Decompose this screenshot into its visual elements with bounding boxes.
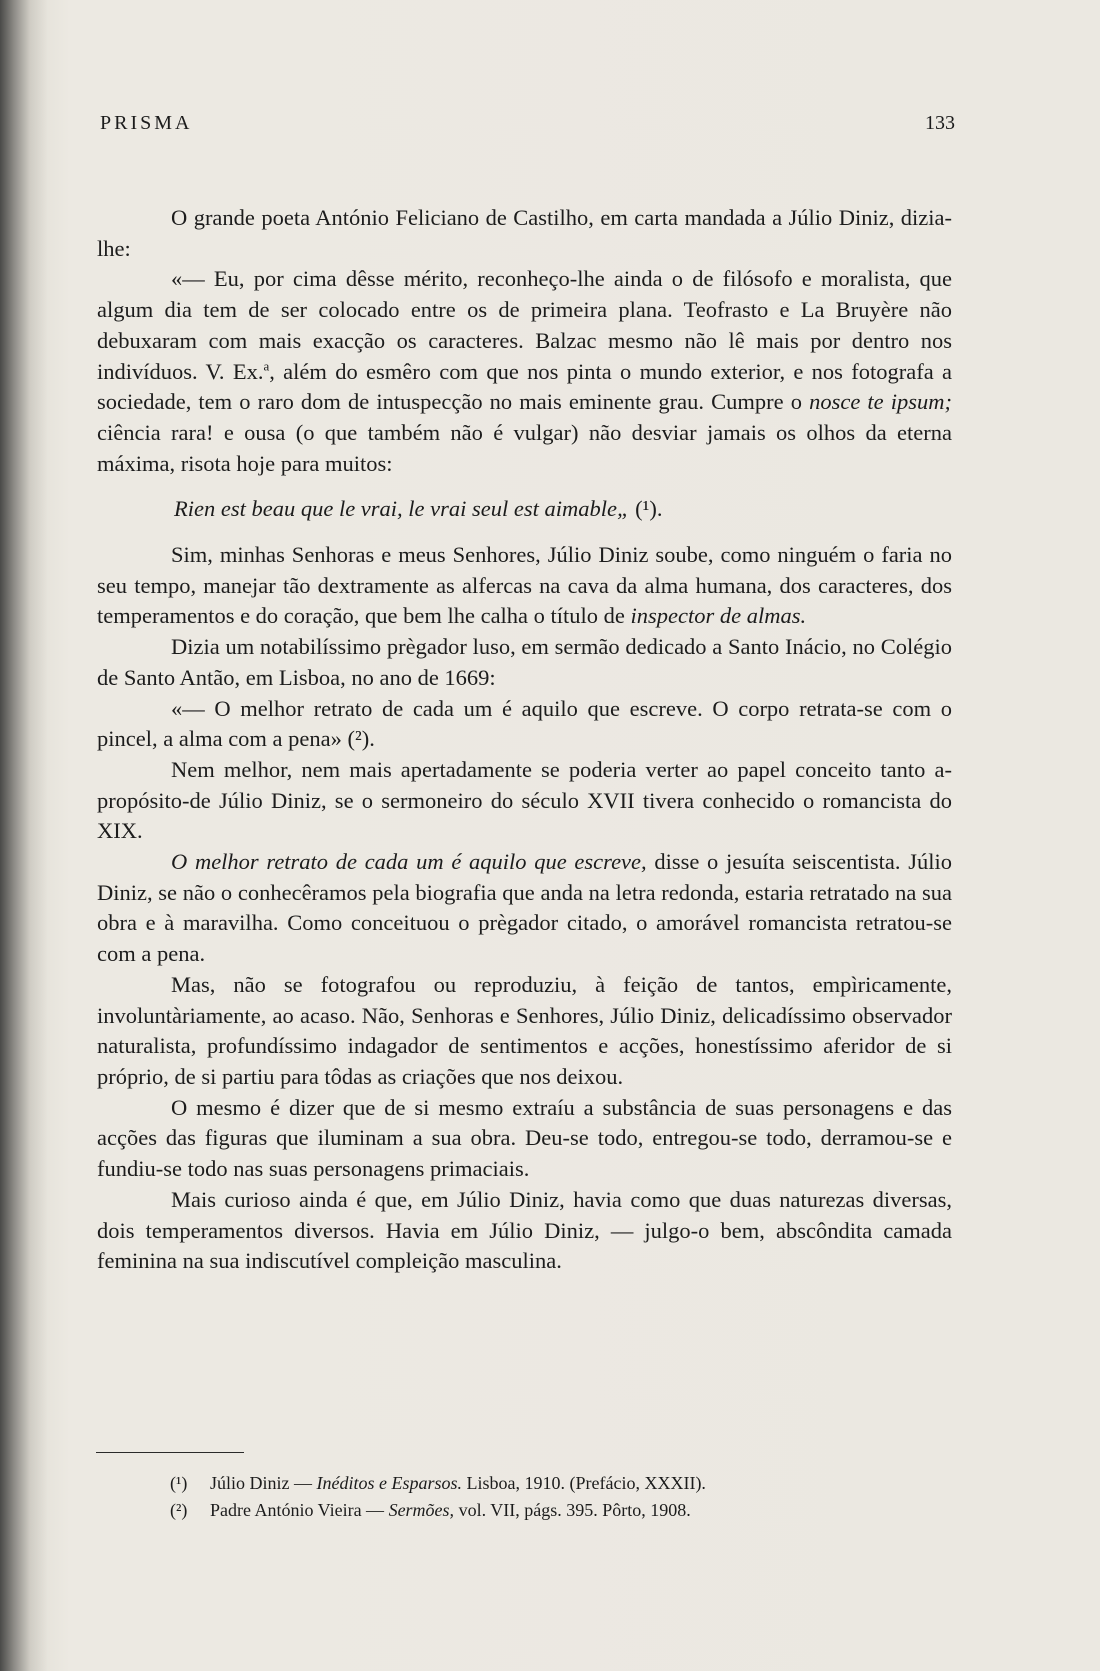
body-text — [97, 203, 952, 1277]
text-span: Padre António Vieira — — [210, 1500, 389, 1520]
paragraph: Dizia um notabilíssimo prègador luso, em sermão dedicado a Santo Inácio, no Colégio de Santo Antão, em Lisboa, no ano de 1669: — [97, 634, 952, 690]
text-span: ciência rara! e ousa (o que também não é vulgar) não desviar jamais os olhos da eterna máxima, risota hoje para muitos: — [97, 419, 952, 476]
paragraph: Mais curioso ainda é que, em Júlio Diniz, havia como que duas naturezas diversas, dois temperamentos diversos. Havia em Júlio Diniz, — julgo-o bem, abscôndita camada feminina na sua indiscutível compleição masculina. — [97, 1186, 952, 1274]
text-span: «— Eu, por cima dêsse mérito, reconheço-lhe ainda o de filósofo e moralista, que algum dia tem de ser colocado entre os de primeira plana. Teofrasto e La Bruyère não debuxaram com mais exacção os caracteres. Balzac mesmo não lê mais por dentro nos indivíduos. V. Ex. — [97, 266, 952, 384]
footnotes — [170, 1470, 930, 1524]
paragraph: O grande poeta António Feliciano de Castilho, em carta mandada a Júlio Diniz, dizia-lhe: — [97, 205, 952, 261]
italic-title: Inéditos e Esparsos. — [316, 1473, 462, 1493]
italic-phrase: inspector de almas. — [630, 603, 807, 629]
latin-phrase: nosce te ipsum; — [809, 389, 952, 415]
footnote-text — [210, 1470, 706, 1497]
footnote-divider — [96, 1452, 244, 1453]
paragraph: O mesmo é dizer que de si mesmo extraíu a substância de suas personagens e das acções das figuras que iluminam a sua obra. Deu-se todo, entregou-se todo, derramou-se e fundiu-se todo nas suas personagens primaciais. — [97, 1094, 952, 1182]
superscript: a — [263, 358, 270, 374]
paragraph — [97, 540, 952, 632]
text-span: disse o jesuíta seiscentista. Júlio Diniz, se não o conhecêramos pela biografia que anda na letra redonda, estaria retratado na sua obra e à maravilha. Como conceituou o prègador citado, o amorável romancista retratou-se com a pena. — [97, 849, 952, 967]
footnote-text — [210, 1497, 691, 1524]
text-span: Lisboa, 1910. (Prefácio, XXXII). — [462, 1473, 706, 1493]
text-span: Júlio Diniz — — [210, 1473, 317, 1493]
sermon-quote: «— O melhor retrato de cada um é aquilo que escreve. O corpo retrata-se com o pincel, a alma com a pena» (²). — [97, 695, 952, 752]
page-number: 133 — [925, 112, 955, 134]
verse-quote — [97, 494, 952, 525]
running-head: PRISMA — [100, 112, 193, 134]
footnote — [170, 1497, 930, 1524]
page-header — [100, 112, 955, 135]
text-span: vol. VII, págs. 395. Pôrto, 1908. — [454, 1500, 691, 1520]
footnote — [170, 1470, 930, 1497]
verse-text: Rien est beau que le vrai, le vrai seul est aimable„ — [174, 496, 630, 522]
text-span: , além do esmêro com que nos pinta o mundo exterior, e nos fotografa a sociedade, tem o raro dom de intuspecção no mais eminente grau. Cumpre o — [97, 358, 952, 415]
text-span: Sim, minhas Senhoras e meus Senhores, Júlio Diniz soube, como ninguém o faria no seu tempo, manejar tão dextramente as alfercas na cava da alma humana, dos caracteres, dos temperamentos e do coração, que bem lhe calha o título de — [97, 542, 952, 629]
italic-title: Sermões, — [388, 1500, 455, 1520]
footnote-marker: (²) — [170, 1500, 188, 1520]
castilho-quote-paragraph — [97, 264, 952, 479]
paragraph: Nem melhor, nem mais apertadamente se poderia verter ao papel conceito tanto a-propósito-de Júlio Diniz, se o sermoneiro do século XVII tivera conhecido o romancista do XIX. — [97, 756, 952, 844]
paragraph: Mas, não se fotografou ou reproduziu, à feição de tantos, empìricamente, involuntàriamente, ao acaso. Não, Senhoras e Senhores, Júlio Diniz, delicadíssimo observador naturalista, profundíssimo indagador de sentimentos e acções, honestíssimo aferidor de si próprio, de si partiu para tôdas as criações que nos deixou. — [97, 971, 952, 1089]
footnote-marker: (¹) — [170, 1473, 188, 1493]
footnote-ref: (¹). — [635, 496, 663, 522]
paragraph — [97, 847, 952, 970]
italic-phrase: O melhor retrato de cada um é aquilo que escreve, — [171, 849, 647, 875]
